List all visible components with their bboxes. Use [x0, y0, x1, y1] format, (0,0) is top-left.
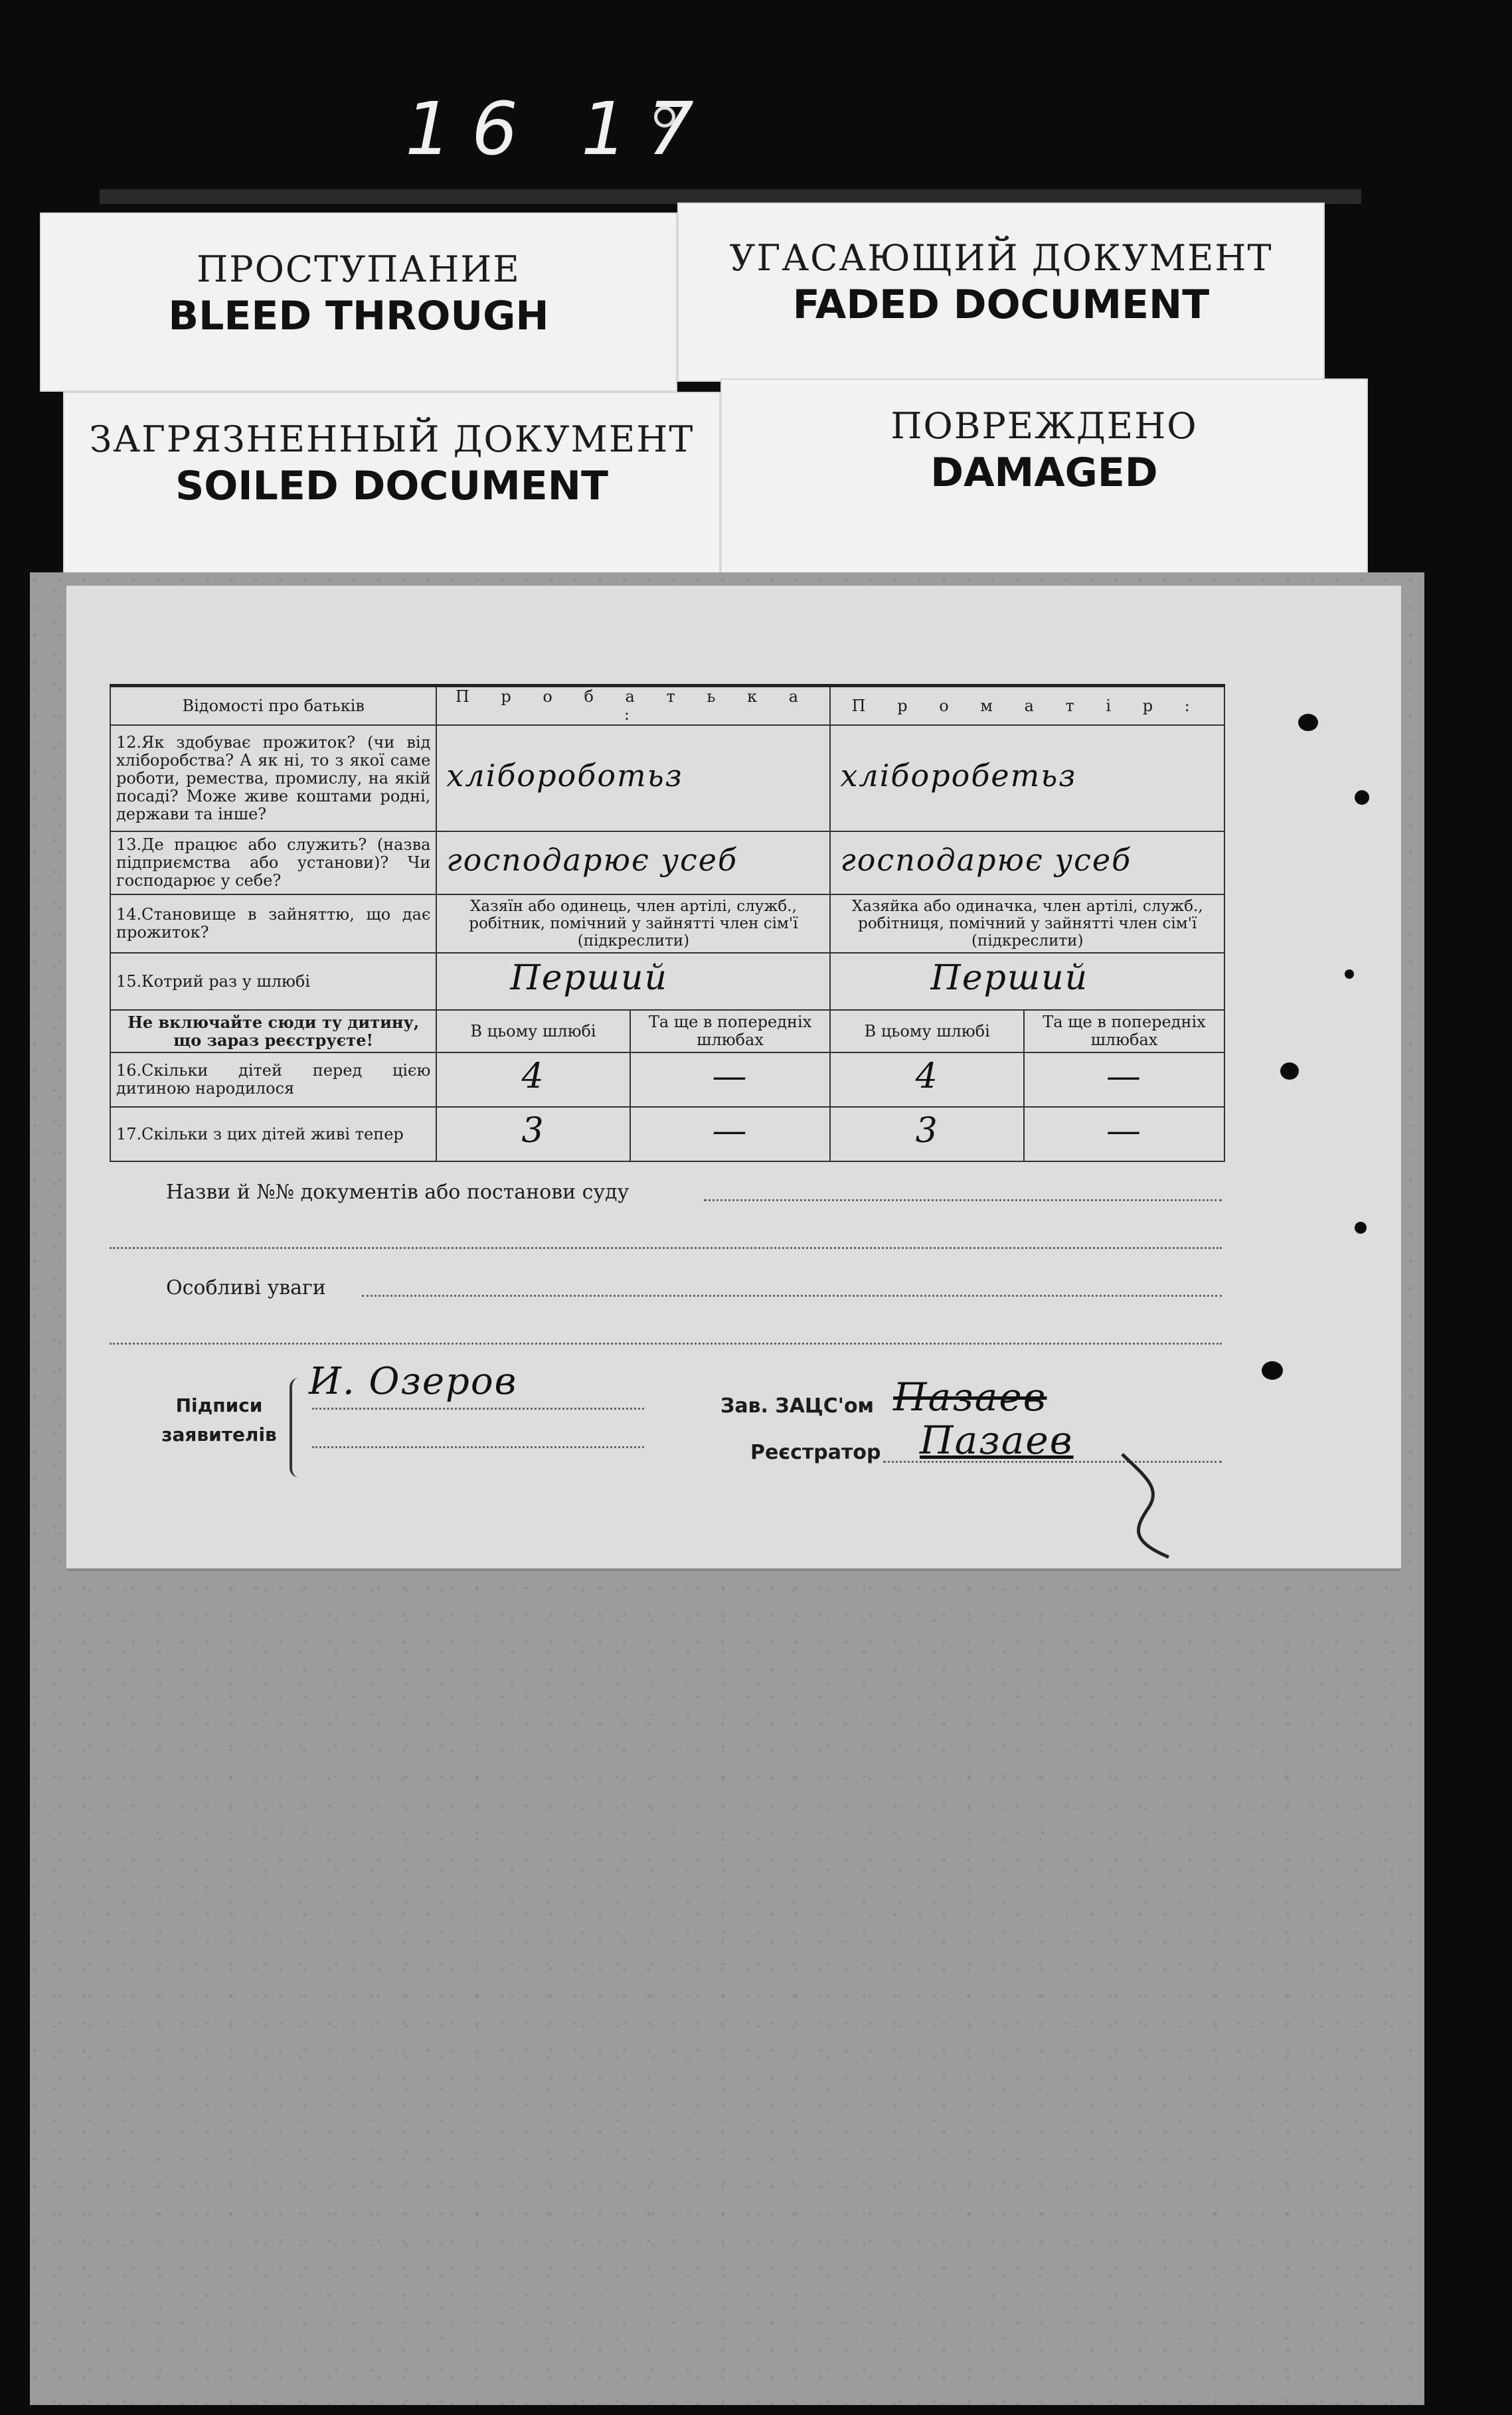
q17-text: Скільки з цих дітей живі тепер	[141, 1124, 404, 1143]
children-header-row	[110, 1010, 1224, 1052]
q12-father-answer	[436, 725, 830, 831]
q16-text: Скільки дітей перед цією дитиною народилося	[116, 1061, 431, 1098]
q14-text: Становище в зайняттю, що дає прожиток?	[116, 905, 431, 942]
q14-father-options	[436, 894, 830, 953]
header-father: П р о б а т ь к а :	[436, 686, 830, 726]
q14-num: 14.	[116, 905, 142, 924]
label-soiled-en: SOILED DOCUMENT	[175, 463, 608, 509]
documents-line-2	[110, 1247, 1222, 1249]
q14-father-note: (підкреслити)	[577, 932, 690, 950]
q13-question	[110, 831, 436, 894]
q13-mother-answer	[830, 831, 1224, 894]
head-label: Зав. ЗАЦС'ом	[720, 1394, 875, 1418]
clip-bar	[100, 189, 1361, 204]
label-soiled-document	[63, 392, 720, 591]
q17-father-prev	[630, 1107, 831, 1161]
registrar-flourish	[1102, 1448, 1182, 1560]
q17-num: 17.	[116, 1124, 142, 1143]
q15-num: 15.	[116, 971, 142, 991]
label-bleed-ru: ПРОСТУПАНИЕ	[197, 248, 521, 290]
q12-mother-handwriting: хліборобетьз	[840, 757, 1077, 793]
q15-text: Котрий раз у шлюбі	[141, 971, 311, 991]
label-damaged	[720, 378, 1368, 578]
label-bleed-en: BLEED THROUGH	[168, 293, 549, 339]
q16-father-this	[436, 1052, 630, 1107]
q14-mother-opts: Хазяйка або одиначка, член артілі, служб., робітниця, помічний у зайнятті член сім'ї	[851, 898, 1203, 932]
flourish-stroke	[1122, 1454, 1169, 1557]
q16-mother-prev	[1024, 1052, 1224, 1107]
q17-question	[110, 1107, 436, 1161]
applicants-label-2: заявителів	[161, 1424, 277, 1446]
q13-mother-handwriting: господарює усеб	[840, 842, 1132, 878]
q12-father-handwriting: хлібороботьз	[446, 757, 683, 793]
q12-num: 12.	[116, 732, 142, 752]
label-soiled-ru: ЗАГРЯЗНЕННЫЙ ДОКУМЕНТ	[89, 418, 695, 460]
mother-this-marriage: В цьому шлюбі	[830, 1010, 1023, 1052]
documents-label: Назви й №№ документів або постанови суду	[166, 1181, 630, 1204]
table-row-q15	[110, 953, 1224, 1010]
remarks-line-2	[110, 1343, 1222, 1345]
ink-blot	[1355, 790, 1369, 805]
applicant-sig-line-2	[312, 1446, 644, 1448]
q13-father-handwriting: господарює усеб	[446, 842, 738, 878]
q14-mother-note: (підкреслити)	[971, 932, 1084, 950]
q12-mother-answer	[830, 725, 1224, 831]
q16-mother-this-value: 4	[915, 1056, 939, 1096]
q17-father-prev-value: —	[712, 1111, 748, 1151]
q16-num: 16.	[116, 1061, 142, 1080]
q15-father-handwriting: Перший	[510, 958, 669, 998]
father-this-marriage: В цьому шлюбі	[436, 1010, 630, 1052]
label-faded-en: FADED DOCUMENT	[792, 282, 1210, 328]
documents-line-1	[704, 1199, 1222, 1201]
label-bleed-through	[40, 212, 677, 392]
applicant-sig-line-1	[312, 1408, 644, 1410]
q16-mother-prev-value: —	[1106, 1056, 1142, 1096]
label-damaged-en: DAMAGED	[930, 450, 1158, 496]
q12-question	[110, 725, 436, 831]
q17-mother-this	[830, 1107, 1023, 1161]
applicants-label-1: Підписи	[175, 1394, 263, 1416]
children-note: Не включайте сюди ту дитину, що зараз реєструєте!	[110, 1010, 436, 1052]
table-row-q17	[110, 1107, 1224, 1161]
father-previous-marriages: Та ще в попередніх шлюбах	[630, 1010, 831, 1052]
q17-mother-prev-value: —	[1106, 1111, 1142, 1151]
q17-father-this-value: 3	[521, 1111, 545, 1151]
table-row-q13	[110, 831, 1224, 894]
q15-father-answer	[436, 953, 830, 1010]
q13-text: Де працює або служить? (назва підприємства або установи)? Чи господарює у себе?	[116, 835, 431, 890]
label-faded-ru: УГАСАЮЩИЙ ДОКУМЕНТ	[729, 237, 1273, 279]
q17-father-this	[436, 1107, 630, 1161]
q15-question	[110, 953, 436, 1010]
label-faded-document	[677, 203, 1325, 382]
remarks-label: Особливі уваги	[166, 1276, 326, 1299]
q17-mother-this-value: 3	[915, 1111, 939, 1151]
q14-father-opts: Хазяїн або одинець, член артілі, служб., робітник, помічний у зайнятті член сім'ї	[469, 898, 798, 932]
header-mother: П р о м а т і р :	[830, 686, 1224, 726]
q13-father-answer	[436, 831, 830, 894]
parents-info-table	[110, 684, 1225, 1162]
table-row-q12	[110, 725, 1224, 831]
registrar-label: Реєстратор	[750, 1441, 881, 1464]
q16-father-prev	[630, 1052, 831, 1107]
q15-mother-handwriting: Перший	[930, 958, 1089, 998]
mother-previous-marriages: Та ще в попередніх шлюбах	[1024, 1010, 1224, 1052]
archive-number-mark	[654, 106, 675, 127]
applicants-signature-label	[153, 1391, 286, 1450]
signature-brace	[290, 1378, 305, 1477]
ink-blot	[1355, 1222, 1367, 1234]
q16-father-this-value: 4	[521, 1056, 545, 1096]
q15-mother-answer	[830, 953, 1224, 1010]
applicant-signature: И. Озеров	[309, 1360, 518, 1403]
table-row-q14	[110, 894, 1224, 953]
header-label: Відомості про батьків	[110, 686, 436, 726]
q16-father-prev-value: —	[712, 1056, 748, 1096]
q16-mother-this	[830, 1052, 1023, 1107]
q13-num: 13.	[116, 835, 142, 854]
registrar-signature: Пазаев	[920, 1418, 1074, 1463]
q16-question	[110, 1052, 436, 1107]
archive-number: 16 17	[405, 86, 714, 171]
remarks-line-1	[362, 1295, 1222, 1297]
ink-blot	[1262, 1361, 1283, 1380]
ink-blot	[1280, 1062, 1299, 1080]
ink-blot	[1298, 714, 1318, 731]
q12-text: Як здобуває прожиток? (чи від хліборобства? А як ні, то з якої саме роботи, ремества, промислу, на якій посаді? Може живе коштами родні, держави та інше?	[116, 732, 431, 823]
q14-question	[110, 894, 436, 953]
q17-mother-prev	[1024, 1107, 1224, 1161]
ink-blot	[1345, 969, 1354, 979]
label-damaged-ru: ПОВРЕЖДЕНО	[890, 405, 1198, 447]
table-row-q16	[110, 1052, 1224, 1107]
table-header-row	[110, 686, 1224, 726]
head-signature: Пазаев	[893, 1374, 1047, 1420]
q14-mother-options	[830, 894, 1224, 953]
